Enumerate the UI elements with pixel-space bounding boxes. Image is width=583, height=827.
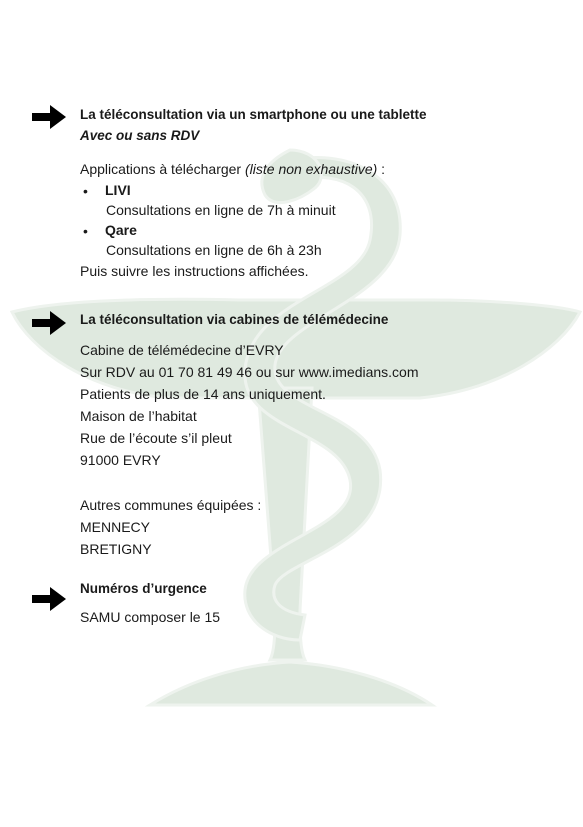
samu-line: SAMU composer le 15 (80, 609, 221, 625)
section-title-urgence: Numéros d’urgence (80, 581, 207, 596)
commune-item: MENNECY (80, 519, 151, 535)
app-name-qare: Qare (105, 222, 137, 238)
app-name-livi: LIVI (105, 182, 131, 198)
app-desc-qare: Consultations en ligne de 6h à 23h (106, 242, 322, 258)
instructions-text: Puis suivre les instructions affichées. (80, 263, 309, 279)
arrow-right-icon (32, 311, 66, 335)
cabine-line: Maison de l’habitat (80, 408, 197, 424)
apps-intro-end: : (377, 161, 386, 177)
section-title-smartphone: La téléconsultation via un smartphone ou une tablette (80, 107, 427, 122)
bullet-icon: • (83, 223, 88, 239)
cabine-line: Patients de plus de 14 ans uniquement. (80, 386, 326, 402)
bullet-icon: • (83, 183, 88, 199)
arrow-right-icon (32, 587, 66, 611)
cabine-line: Cabine de télémédecine d’EVRY (80, 342, 284, 358)
cabine-line: 91000 EVRY (80, 452, 161, 468)
arrow-right-icon (32, 105, 66, 129)
cabine-line: Sur RDV au 01 70 81 49 46 ou sur www.imedians.com (80, 364, 419, 380)
app-desc-livi: Consultations en ligne de 7h à minuit (106, 202, 336, 218)
apps-intro-note: (liste non exhaustive) (245, 161, 378, 177)
section-subtitle: Avec ou sans RDV (80, 128, 200, 143)
section-title-cabines: La téléconsultation via cabines de télémédecine (80, 312, 389, 327)
cabine-line: Rue de l’écoute s’il pleut (80, 430, 232, 446)
commune-item: BRETIGNY (80, 541, 152, 557)
apps-intro-text: Applications à télécharger (80, 161, 245, 177)
apps-intro (80, 158, 385, 180)
other-communes-title: Autres communes équipées : (80, 497, 262, 513)
